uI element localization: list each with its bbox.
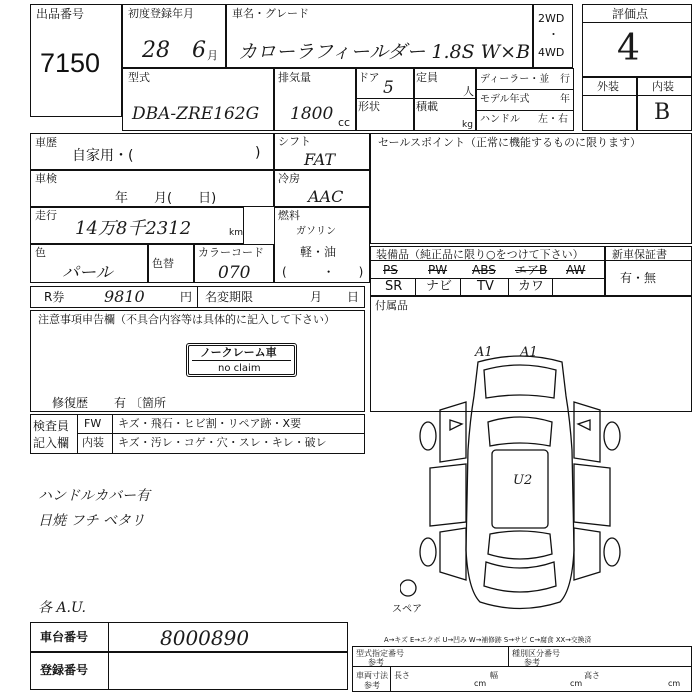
spec-col-2 xyxy=(390,666,391,692)
r-ticket-label: R券 xyxy=(44,290,65,304)
notes-label: 注意事項申告欄（不具合内容等は具体的に記入して下さい） xyxy=(38,313,335,326)
fuel-option: 軽・油 xyxy=(300,245,337,259)
warranty-divider xyxy=(605,260,692,261)
memo-line-2: 日焼 フチ ベタリ xyxy=(38,513,145,529)
equip-aw: AW xyxy=(566,263,586,277)
inspector-fw-text: キズ・飛石・ヒビ割・リペア跡・X要 xyxy=(118,417,302,430)
dim-width: 幅 xyxy=(490,671,498,680)
dim-ref: 参考 xyxy=(364,681,380,690)
displacement-label: 排気量 xyxy=(278,71,311,84)
warranty-label: 新車保証書 xyxy=(612,248,667,261)
ac-label: 冷房 xyxy=(278,172,300,185)
spec-row-divider xyxy=(352,666,692,667)
capacity-divider xyxy=(414,98,476,99)
r-ticket-divider xyxy=(197,286,198,308)
memo-line-3: 各 A.U. xyxy=(38,600,86,616)
model-year-unit: 年 xyxy=(560,94,570,105)
noclaim-en: no claim xyxy=(218,363,261,374)
dim-length-unit: cm xyxy=(474,679,487,688)
fuel-label: 燃料 xyxy=(278,209,300,222)
equip-col-1 xyxy=(415,278,416,296)
equip-abs: ABS xyxy=(472,263,496,277)
equip-ps: PS xyxy=(383,263,398,277)
equip-airbag: エアB xyxy=(515,263,548,277)
title-change-label: 名変期限 xyxy=(205,290,254,304)
repaint-label: 色替 xyxy=(152,257,174,270)
displacement-value: 1800 xyxy=(290,104,334,124)
inspector-fw: FW xyxy=(84,417,102,430)
equip-col-3 xyxy=(508,278,509,296)
load-unit: kg xyxy=(462,120,473,130)
equip-pw: PW xyxy=(428,263,448,277)
shift-value: FAT xyxy=(304,150,336,169)
inspector-label-2: 記入欄 xyxy=(33,436,70,450)
mileage-label: 走行 xyxy=(35,209,57,222)
spec-col-1 xyxy=(508,646,509,666)
first-reg-month-unit: 月 xyxy=(207,49,218,62)
displacement-unit: cc xyxy=(338,116,351,129)
handle-label: ハンドル xyxy=(480,114,520,125)
repair-location: 〔箇所 xyxy=(130,396,167,410)
colorcode-label: カラーコード xyxy=(198,246,264,259)
noclaim-ja: ノークレーム車 xyxy=(200,346,277,359)
first-reg-label: 初度登録年月 xyxy=(128,7,194,20)
ac-value: AAC xyxy=(308,187,344,206)
history-label: 車歴 xyxy=(35,136,57,149)
model-label: 型式 xyxy=(128,71,150,84)
inspection-label: 車検 xyxy=(35,172,57,185)
grade-value: 4 xyxy=(617,28,640,69)
fuel-paren: ( ・ ) xyxy=(282,265,364,279)
inspector-interior-text: キズ・汚レ・コゲ・穴・スレ・キレ・破レ xyxy=(118,436,327,449)
sales-box xyxy=(370,133,692,244)
chassis-label: 車台番号 xyxy=(40,630,89,644)
r-ticket-unit: 円 xyxy=(180,290,193,304)
warranty-value: 有・無 xyxy=(620,271,657,285)
drive-dot: ・ xyxy=(548,28,559,41)
color-value: パール xyxy=(62,263,113,283)
memo-line-1: ハンドルカバー有 xyxy=(38,488,150,504)
equip-sr: SR xyxy=(385,279,403,294)
carname-label: 車名・グレード xyxy=(232,7,309,20)
door-value: 5 xyxy=(383,78,394,98)
dealer-divider-1 xyxy=(476,89,574,90)
class-ref: 参考 xyxy=(524,658,540,667)
spec-label: 型式指定番号 xyxy=(356,649,404,658)
model-year-label: モデル年式 xyxy=(480,94,530,105)
color-label: 色 xyxy=(35,246,46,259)
repair-value: 有 xyxy=(114,396,127,410)
dealer-mark: 行 xyxy=(560,74,570,85)
sales-label: セールスポイント（正常に機能するものに限ります） xyxy=(378,136,642,149)
fuel-value: ガソリン xyxy=(296,226,336,237)
grade-divider xyxy=(582,22,692,23)
load-label: 積載 xyxy=(416,100,438,113)
equip-col-4 xyxy=(552,278,553,296)
first-reg-month: 6 xyxy=(192,38,206,63)
history-value: 自家用・( xyxy=(72,148,134,164)
damage-mark-a1-left: A1 xyxy=(475,345,493,360)
capacity-unit: 人 xyxy=(463,85,474,98)
mileage-value: 14万8千2312 xyxy=(75,218,192,239)
interior-value: B xyxy=(654,100,671,125)
spec-ref: 参考 xyxy=(368,658,384,667)
drive-2wd: 2WD xyxy=(538,12,565,25)
equip-leather: カワ xyxy=(518,279,545,294)
model-value: DBA-ZRE162G xyxy=(132,104,260,124)
spare-label: スペア xyxy=(392,604,422,615)
equipment-divider-1 xyxy=(370,260,605,261)
interior-label: 内装 xyxy=(652,80,674,93)
grade-label: 評価点 xyxy=(612,7,649,21)
mileage-unit: km xyxy=(229,228,243,238)
options-label: 付属品 xyxy=(375,299,408,312)
first-reg-year: 28 xyxy=(142,38,170,63)
dim-width-unit: cm xyxy=(570,679,583,688)
dealer-divider-2 xyxy=(476,110,574,111)
dealer-label: ディーラー・並 xyxy=(480,74,550,85)
r-ticket-value: 9810 xyxy=(104,287,145,306)
capacity-label: 定員 xyxy=(416,71,438,84)
lot-number: 7150 xyxy=(40,48,101,78)
inspector-row-divider xyxy=(77,433,365,434)
dim-label: 車両寸法 xyxy=(356,671,388,680)
inspector-col-1 xyxy=(77,414,78,454)
reg-divider xyxy=(108,652,109,690)
noclaim-divider xyxy=(192,360,291,361)
shape-label: 形状 xyxy=(358,100,380,113)
title-change-day: 日 xyxy=(347,290,360,304)
equip-tv: TV xyxy=(477,279,494,294)
door-divider xyxy=(356,98,414,99)
inspector-interior: 内装 xyxy=(82,436,104,449)
history-box xyxy=(30,133,274,170)
reg-label: 登録番号 xyxy=(40,663,89,677)
chassis-value: 8000890 xyxy=(160,626,250,650)
lot-label: 出品番号 xyxy=(36,7,85,21)
door-label: ドア xyxy=(358,71,380,84)
equip-navi: ナビ xyxy=(426,279,453,294)
equip-col-2 xyxy=(460,278,461,296)
handle-value: 左・右 xyxy=(538,114,568,125)
damage-mark-u2: U2 xyxy=(513,473,533,488)
inspector-col-2 xyxy=(112,414,113,454)
history-close: ) xyxy=(255,145,261,161)
title-change-month: 月 xyxy=(310,290,323,304)
dim-length: 長さ xyxy=(394,671,410,680)
equipment-label: 装備品（純正品に限り○をつけて下さい） xyxy=(376,248,584,261)
colorcode-value: 070 xyxy=(218,263,251,283)
damage-mark-a1-right: A1 xyxy=(520,345,538,360)
damage-legend: A→キズ E→エクボ U→凹み W→補修跡 S→サビ C→腐食 XX→交換済 xyxy=(384,636,592,644)
shift-label: シフト xyxy=(278,135,311,148)
drive-4wd: 4WD xyxy=(538,46,565,59)
inspection-value: 年 月( 日) xyxy=(115,191,217,206)
exterior-label: 外装 xyxy=(597,80,619,93)
repair-label: 修復歴 xyxy=(52,396,89,410)
chassis-divider xyxy=(108,622,109,652)
carname-value: カローラフィールダー 1.8S W×B xyxy=(238,41,531,63)
grade-sub-divider xyxy=(582,95,692,96)
class-label: 種別区分番号 xyxy=(512,649,560,658)
inspector-label-1: 検査員 xyxy=(33,419,70,433)
dim-height: 高さ xyxy=(584,671,600,680)
dim-height-unit: cm xyxy=(668,679,681,688)
